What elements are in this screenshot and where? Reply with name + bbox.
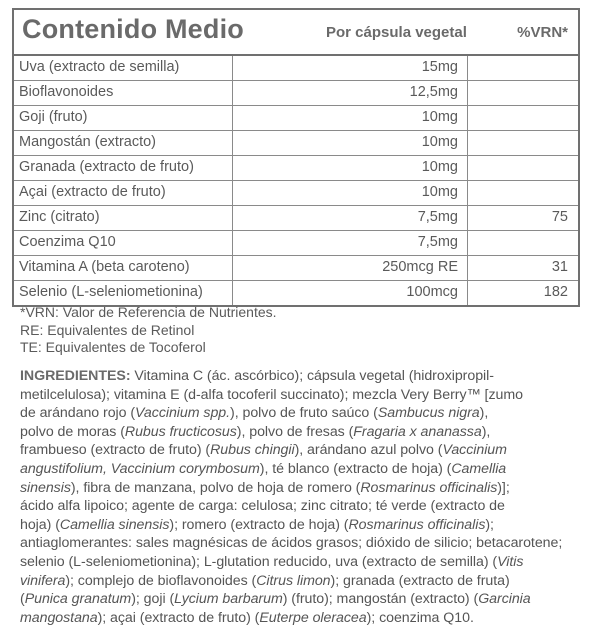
amount-value: 12,5mg <box>409 84 458 100</box>
species-name: Lycium barbarum <box>174 591 283 608</box>
species-name: Camellia <box>451 460 507 477</box>
amount-value: 10mg <box>421 159 458 175</box>
ingredients-line <box>20 441 582 460</box>
ingredient-name: Zinc (citrato) <box>19 209 100 225</box>
species-name: vinifera <box>20 572 66 589</box>
species-name: Fragaria x ananassa <box>353 423 482 440</box>
species-name: Vitis <box>497 553 524 570</box>
species-name: angustifolium, Vaccinium corymbosum <box>20 460 260 477</box>
ingredients-line <box>20 572 582 591</box>
ingredients-text: ); romero (extracto de hoja) ( <box>169 516 349 533</box>
ingredients-text: )]; <box>497 479 510 496</box>
ingredients-text: ), polvo de fresas ( <box>236 423 354 440</box>
species-name: Rubus chingii <box>210 442 295 459</box>
ingredients-line <box>20 479 582 498</box>
ingredients-text: hoja) ( <box>20 516 60 533</box>
ingredients-text: ) (fruto); mangostán (extracto) ( <box>282 591 479 608</box>
ingredients-text: ); açai (extracto de fruto) ( <box>97 609 260 626</box>
ingredients-line <box>20 609 582 628</box>
ingredient-name: Goji (fruto) <box>19 109 88 125</box>
species-name: Vaccinium spp. <box>135 405 231 422</box>
species-name: Citrus limon <box>256 572 331 589</box>
column-header-amount: Por cápsula vegetal <box>326 24 467 41</box>
ingredients-line <box>20 497 582 516</box>
ingredients-line <box>20 404 582 423</box>
amount-value: 250mcg RE <box>382 259 458 275</box>
column-header-vrn: %VRN* <box>517 24 568 41</box>
ingredients-label: INGREDIENTES: <box>20 368 131 384</box>
species-name: Rosmarinus officinalis <box>360 479 498 496</box>
ingredients-text: ), fibra de manzana, polvo de hoja de romero ( <box>70 479 361 496</box>
species-name: Euterpe oleracea <box>259 609 367 626</box>
species-name: Garcinia <box>478 591 531 608</box>
species-name: Camellia sinensis <box>59 516 170 533</box>
table-row <box>14 56 578 81</box>
ingredients-text: ( <box>20 591 25 608</box>
table-row <box>14 281 578 305</box>
amount-value: 10mg <box>421 134 458 150</box>
footnote-line: TE: Equivalentes de Tocoferol <box>20 339 206 355</box>
footnote-line: RE: Equivalentes de Retinol <box>20 321 195 338</box>
species-name: Rubus fructicosus <box>124 423 237 440</box>
ingredient-name: Granada (extracto de fruto) <box>19 159 194 175</box>
species-name: sinensis <box>20 479 71 496</box>
ingredient-name: Mangostán (extracto) <box>19 134 157 150</box>
ingredients-text: polvo de moras ( <box>20 423 125 440</box>
species-name: Punica granatum <box>24 591 132 608</box>
ingredients-text: ), polvo de fruto saúco ( <box>230 405 378 422</box>
amount-value: 7,5mg <box>417 234 458 250</box>
ingredients-line <box>20 590 582 609</box>
ingredients-text: ), <box>479 405 489 422</box>
ingredients-text: ), arándano azul polvo ( <box>294 442 443 459</box>
ingredients-line <box>20 367 582 386</box>
ingredients-line <box>20 460 582 479</box>
table-row <box>14 131 578 156</box>
table-title: Contenido Medio <box>22 14 244 44</box>
ingredient-name: Coenzima Q10 <box>19 234 116 250</box>
table-row <box>14 256 578 281</box>
ingredient-name: Vitamina A (beta caroteno) <box>19 259 190 275</box>
amount-value: 7,5mg <box>417 209 458 225</box>
ingredient-name: Uva (extracto de semilla) <box>19 59 180 75</box>
amount-value: 10mg <box>421 109 458 125</box>
nutrition-table <box>12 8 580 307</box>
ingredients-text: ); complejo de bioflavonoides ( <box>65 572 257 589</box>
amount-value: 10mg <box>421 184 458 200</box>
table-row <box>14 181 578 206</box>
species-name: Sambucus nigra <box>377 405 480 422</box>
ingredients-line <box>20 423 582 442</box>
ingredients-line <box>20 386 582 405</box>
ingredients-line <box>20 553 582 572</box>
ingredients-line <box>20 534 582 553</box>
vrn-value: 31 <box>551 259 568 275</box>
amount-value: 15mg <box>421 59 458 75</box>
ingredients-text: frambueso (extracto de fruto) ( <box>20 442 211 459</box>
table-row <box>14 231 578 256</box>
amount-value: 100mcg <box>406 284 458 300</box>
ingredients-text: ); granada (extracto de fruta) <box>330 572 510 589</box>
species-name: Rosmarinus officinalis <box>348 516 486 533</box>
ingredients-text: de arándano rojo ( <box>20 405 136 422</box>
table-row <box>14 81 578 106</box>
ingredients-text: ); goji ( <box>131 591 175 608</box>
table-row <box>14 206 578 231</box>
footnote-line: *VRN: Valor de Referencia de Nutrientes. <box>20 304 277 320</box>
table-row <box>14 106 578 131</box>
ingredients-text: ), té blanco (extracto de hoja) ( <box>259 460 452 477</box>
ingredients-text: ); <box>485 516 494 533</box>
ingredients-text: ácido alfa lipoico; agente de carga: celulosa; zinc citrato; té verde (extracto de <box>20 498 505 515</box>
footnotes <box>20 304 277 357</box>
ingredient-name: Bioflavonoides <box>19 84 114 100</box>
table-header <box>14 10 578 56</box>
ingredient-name: Açai (extracto de fruto) <box>19 184 166 200</box>
ingredients-line <box>20 516 582 535</box>
species-name: Vaccinium <box>442 442 507 459</box>
ingredients-text: ), <box>481 423 491 440</box>
ingredients-paragraph <box>20 367 582 627</box>
ingredients-text: selenio (L-seleniometionina); L-glutation reducido, uva (extracto de semilla) ( <box>20 553 498 570</box>
ingredient-name: Selenio (L-seleniometionina) <box>19 284 203 300</box>
species-name: mangostana <box>20 609 98 626</box>
ingredients-text: metilcelulosa); vitamina E (d-alfa tocoferil succinato); mezcla Very Berry™ [zumo <box>20 386 523 403</box>
vrn-value: 75 <box>551 209 568 225</box>
ingredients-text: ); coenzima Q10. <box>366 609 474 626</box>
ingredients-text: Vitamina C (ác. ascórbico); cápsula vegetal (hidroxipropil- <box>130 368 494 384</box>
table-body <box>14 56 578 305</box>
table-row <box>14 156 578 181</box>
vrn-value: 182 <box>543 284 568 300</box>
ingredients-text: antiaglomerantes: sales magnésicas de ácidos grasos; dióxido de silicio; betacarotene; <box>20 535 563 552</box>
